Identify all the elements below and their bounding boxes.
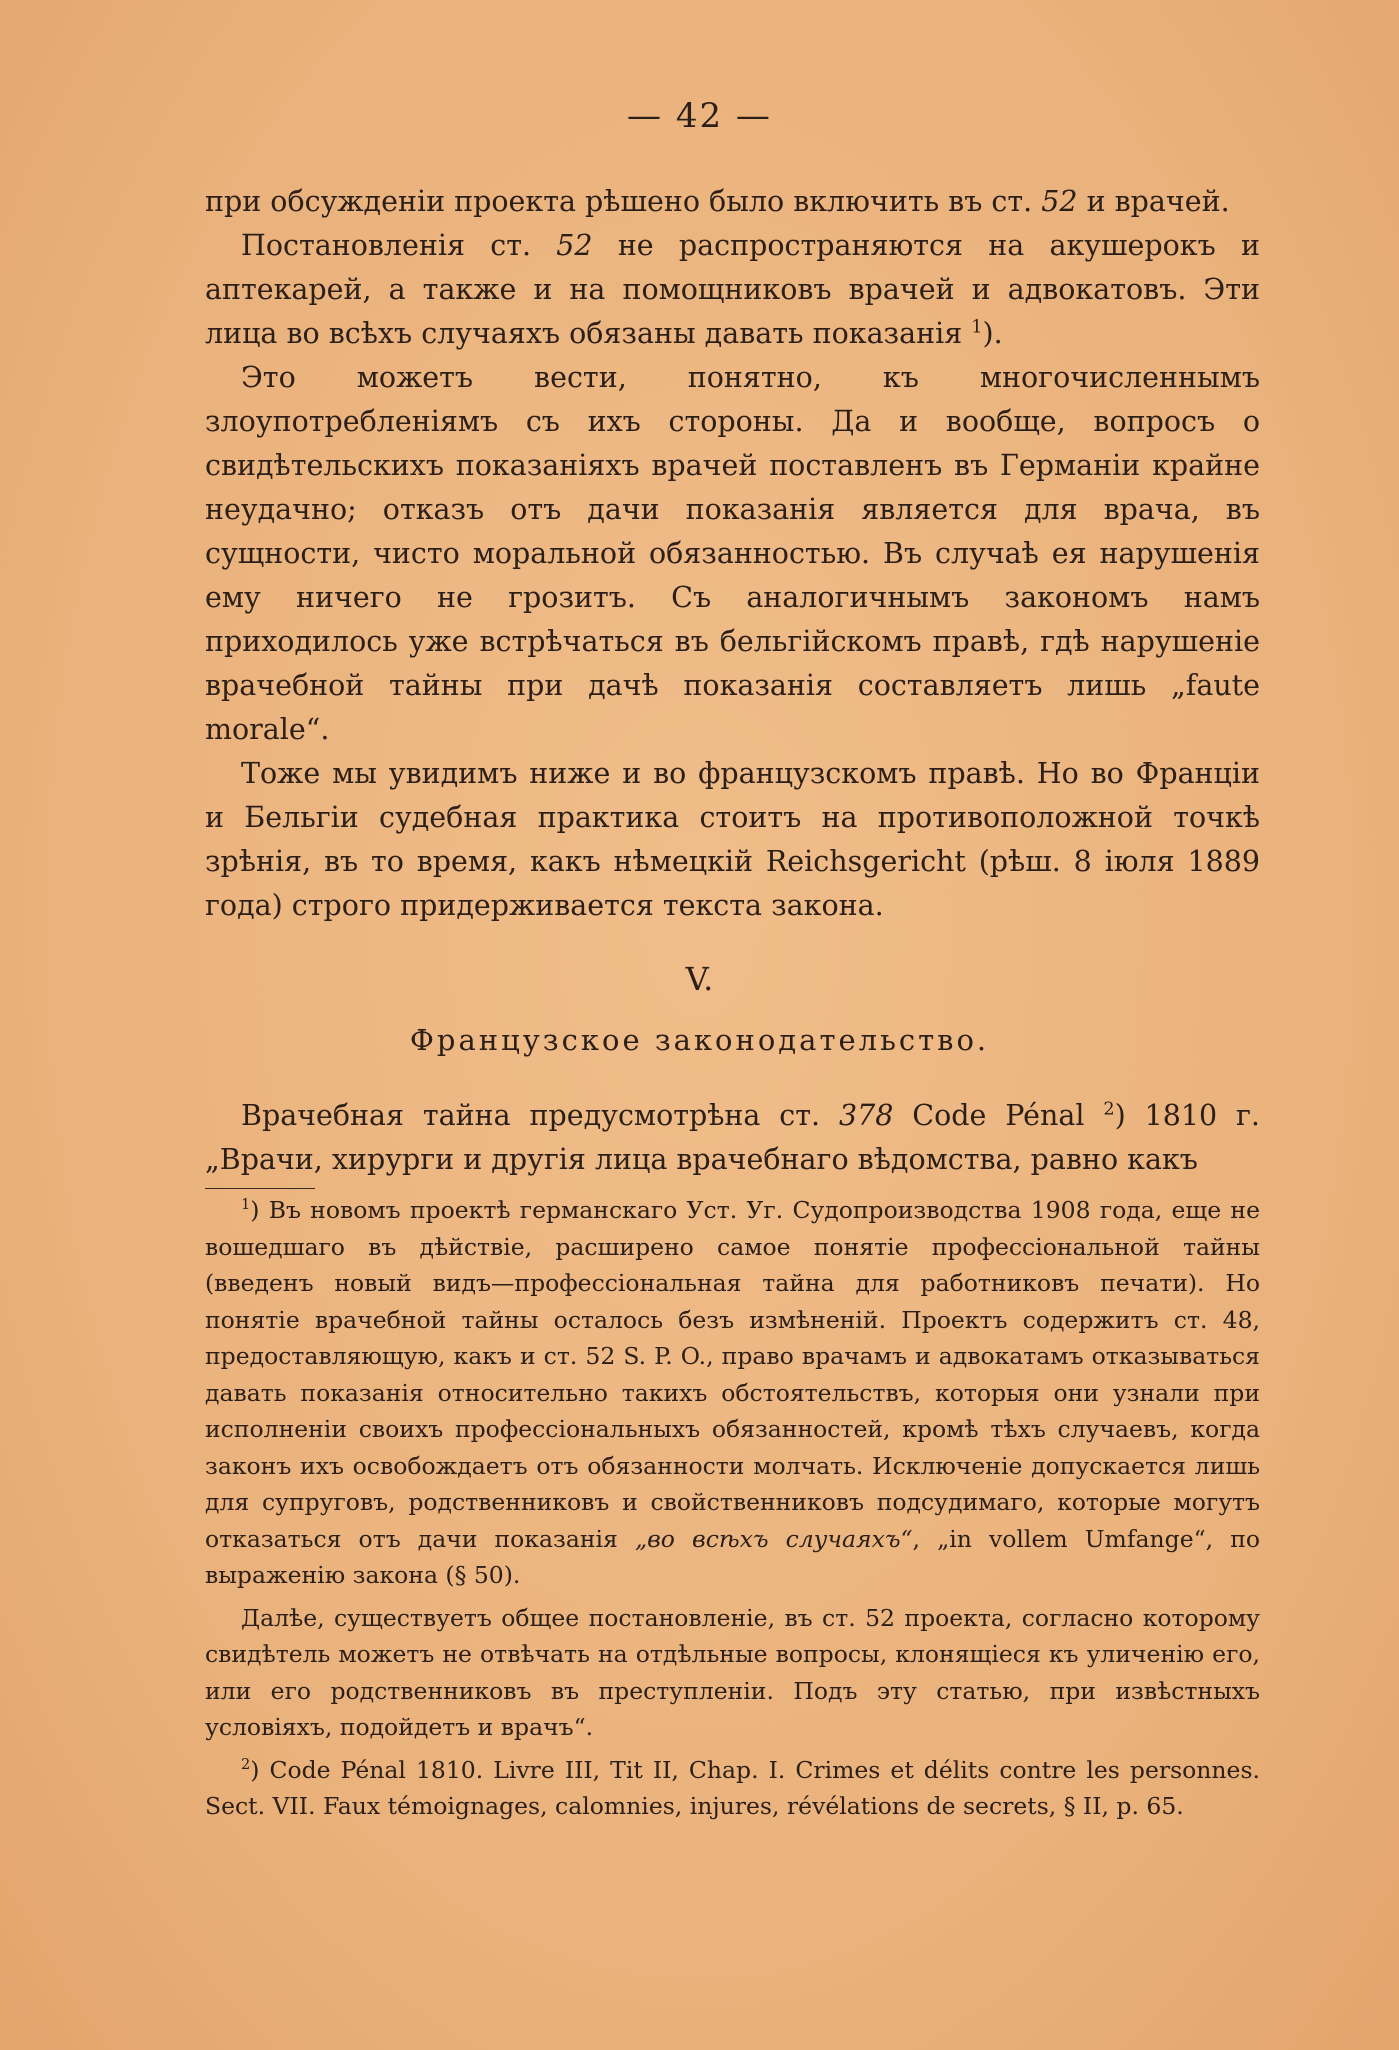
section-number: V.	[685, 960, 714, 998]
italic-text: „во всѣхъ случаяхъ“	[634, 1524, 913, 1553]
text-run: Тоже мы увидимъ ниже и во французскомъ правѣ. Но во Франціи и Бельгіи судебная практика стоитъ на противоположной точкѣ зрѣнія, въ то время, какъ нѣмецкій Reichsgericht (рѣш. 8 іюля 1889 года) строго придерживается текста закона.	[205, 757, 1260, 922]
paragraph-2	[205, 224, 1260, 356]
footnote-ref: 2	[241, 1755, 251, 1773]
section-text	[205, 1094, 1260, 1182]
text-run: ) Code Pénal 1810. Livre III, Tit II, Chap. I. Crimes et délits contre les personnes. Sect. VII. Faux témoignages, calomnies, injures, révélations de secrets, § II, p. 65.	[205, 1755, 1260, 1820]
footnote-ref: 2	[1103, 1099, 1115, 1120]
paragraph-4	[205, 752, 1260, 928]
italic-text: 52	[1041, 185, 1078, 218]
italic-text: 378	[838, 1099, 894, 1132]
footnote-rule	[205, 1188, 315, 1189]
text-run: ) 1810 г. „Врачи, хирурги и другія лица врачебнаго вѣдомства, равно какъ	[205, 1099, 1260, 1176]
text-run: Постановленія ст.	[241, 229, 557, 262]
section-paragraph	[205, 1094, 1260, 1182]
text-run: Далѣе, существуетъ общее постановленіе, въ ст. 52 проекта, согласно которому свидѣтель можетъ не отвѣчать на отдѣльные вопросы, клонящіеся къ уличенію его, или его родственниковъ въ преступленіи. Подъ эту статью, при извѣстныхъ условіяхъ, подойдетъ и врачъ“.	[205, 1603, 1260, 1741]
footnote-1-continued	[205, 1600, 1260, 1746]
footnote-ref: 1	[241, 1196, 251, 1214]
text-run: ) Въ новомъ проектѣ германскаго Уст. Уг. Судопроизводства 1908 года, еще не вошедшаго въ дѣйствіе, расширено самое понятіе профессіональной тайны (введенъ новый видъ—профессіональная тайна для работниковъ печати). Но понятіе врачебной тайны осталось безъ измѣненій. Проектъ содержитъ ст. 48, предоставляющую, какъ и ст. 52 S. P. O., право врачамъ и адвокатамъ отказываться давать показанія относительно такихъ обстоятельствъ, которыя они узнали при исполненіи своихъ профессіональныхъ обязанностей, кромѣ тѣхъ случаевъ, когда законъ ихъ освобождаетъ отъ обязанности молчать. Исключеніе допускается лишь для супруговъ, родственниковъ и свойственниковъ подсудимаго, которые могутъ отказаться отъ дачи показанія	[205, 1196, 1260, 1553]
text-run: Code Pénal	[893, 1099, 1104, 1132]
paragraph-1	[205, 180, 1260, 224]
footnote-2	[205, 1752, 1260, 1825]
text-run: , „in vollem Umfange“, по выраженію закона (§ 50).	[205, 1524, 1261, 1589]
main-text	[205, 180, 1260, 928]
text-run: Врачебная тайна предусмотрѣна ст.	[241, 1099, 839, 1132]
section-title: Французское законодательство.	[409, 1023, 990, 1057]
text-run: при обсужденіи проекта рѣшено было включить въ ст.	[205, 185, 1042, 218]
page-number: — 42 —	[627, 96, 772, 136]
text-run: не распространяются на акушерокъ и аптекарей, а также и на помощниковъ врачей и адвокатовъ. Эти лица во всѣхъ случаяхъ обязаны давать показанія	[205, 229, 1260, 350]
footnote-ref: 1	[971, 317, 983, 338]
text-run: и врачей.	[1077, 185, 1230, 218]
footnote-1	[205, 1192, 1260, 1594]
footnotes	[205, 1192, 1260, 1831]
text-run: Это можетъ вести, понятно, къ многочисленнымъ злоупотребленіямъ съ ихъ стороны. Да и вообще, вопросъ о свидѣтельскихъ показаніяхъ врачей поставленъ въ Германіи крайне неудачно; отказъ отъ дачи показанія является для врача, въ сущности, чисто моральной обязанностью. Въ случаѣ ея нарушенія ему ничего не грозитъ. Съ аналогичнымъ закономъ намъ приходилось уже встрѣчаться въ бельгійскомъ правѣ, гдѣ нарушеніе врачебной тайны при дачѣ показанія составляетъ лишь „faute morale“.	[205, 361, 1260, 746]
paragraph-3	[205, 356, 1260, 752]
text-run: ).	[982, 317, 1003, 350]
italic-text: 52	[556, 229, 593, 262]
